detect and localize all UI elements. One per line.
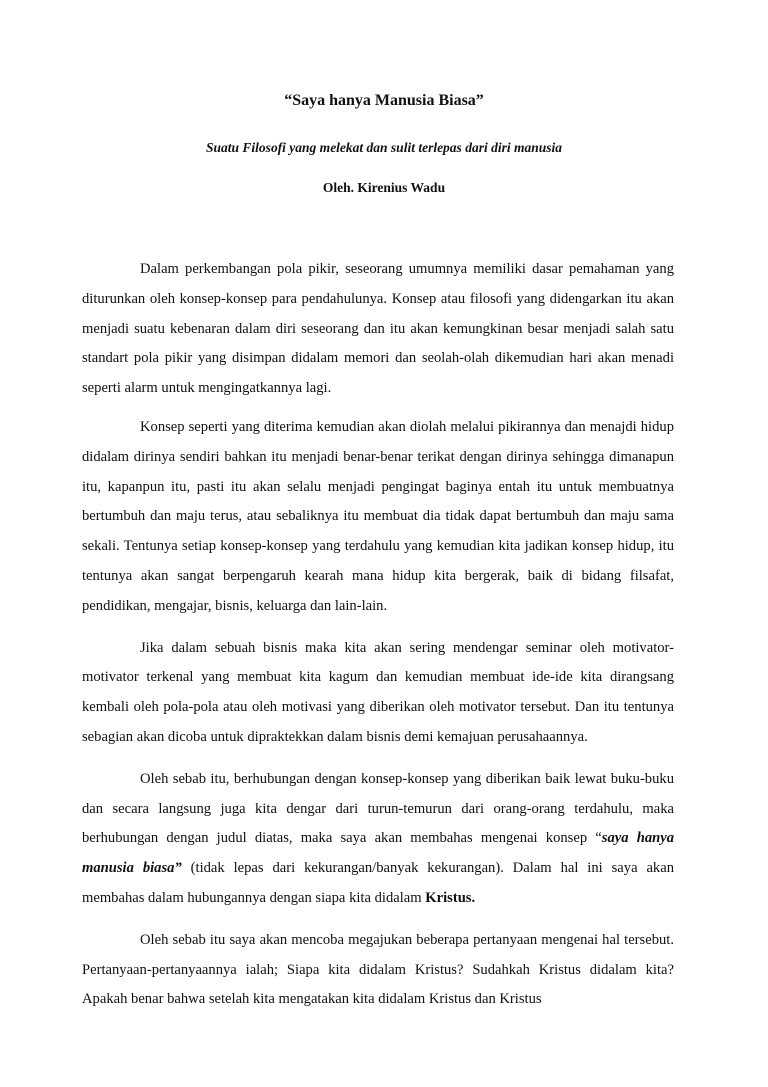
paragraph-4-text-b: (tidak lepas dari kekurangan/banyak kekurangan). Dalam hal ini saya akan membahas dalam hubungannya dengan siapa kita didalam: [82, 860, 675, 906]
document-subtitle: Suatu Filosofi yang melekat dan sulit terlepas dari diri manusia: [206, 140, 562, 155]
paragraph-4-strong: Kristus.: [425, 889, 476, 906]
paragraph-4-emphasis: saya hanya manusia biasa”: [82, 830, 675, 877]
paragraph-2: Konsep seperti yang diterima kemudian akan diolah melalui pikirannya dan menajdi hidup didalam dirinya sendiri bahkan itu menjadi benar-benar terikat dengan dirinya sehingga dimanapun itu, kapanpun itu, pasti itu akan selalu menjadi pengingat baginya entah itu untuk membuatnya bertumbuh dan maju terus, atau sebaliknya itu membuat dia tidak dapat bertumbuh dan maju sama sekali. Tentunya setiap konsep-konsep yang terdahulu yang kemudian kita jadikan konsep hidup, itu tentunya akan sangat berpengaruh kearah mana hidup kita bergerak, baik di bidang filsafat, pendidikan, mengajar, bisnis, keluarga dan lain-lain.: [82, 418, 674, 614]
paragraph-5: Oleh sebab itu saya akan mencoba megajukan beberapa pertanyaan mengenai hal tersebut. Pertanyaan-pertanyaannya ialah; Siapa kita didalam Kristus? Sudahkah Kristus didalam kita? Apakah benar bahwa setelah kita mengatakan kita didalam Kristus dan Kristus: [82, 931, 674, 1008]
document-title: “Saya hanya Manusia Biasa”: [284, 92, 484, 109]
paragraph-1: Dalam perkembangan pola pikir, seseorang umumnya memiliki dasar pemahaman yang diturunkan oleh konsep-konsep para pendahulunya. Konsep atau filosofi yang didengarkan itu akan menjadi suatu kebenaran dalam diri seseorang dan itu akan kemungkinan besar menjadi salah satu standart pola pikir yang disimpan didalam memori dan seolah-olah dikemudian hari akan menadi seperti alarm untuk mengingatkannya lagi.: [82, 261, 674, 397]
paragraph-4-text-a: Oleh sebab itu, berhubungan dengan konsep-konsep yang diberikan baik lewat buku-buku dan secara langsung juga kita dengar dari turun-temurun dari orang-orang terdahulu, maka berhubungan dengan judul diatas, maka saya akan membahas mengenai konsep “: [82, 770, 674, 847]
paragraph-3: Jika dalam sebuah bisnis maka kita akan sering mendengar seminar oleh motivator-motivator terkenal yang membuat kita kagum dan kemudian membuat ide-ide kita dirangsang kembali oleh pola-pola atau oleh motivasi yang diberikan oleh motivator tersebut. Dan itu tentunya sebagian akan dicoba untuk dipraktekkan dalam bisnis demi kemajuan perusahaannya.: [82, 639, 674, 745]
document-body: [82, 255, 674, 1027]
document-author: Oleh. Kirenius Wadu: [322, 180, 446, 195]
paragraph-4: [82, 765, 674, 914]
